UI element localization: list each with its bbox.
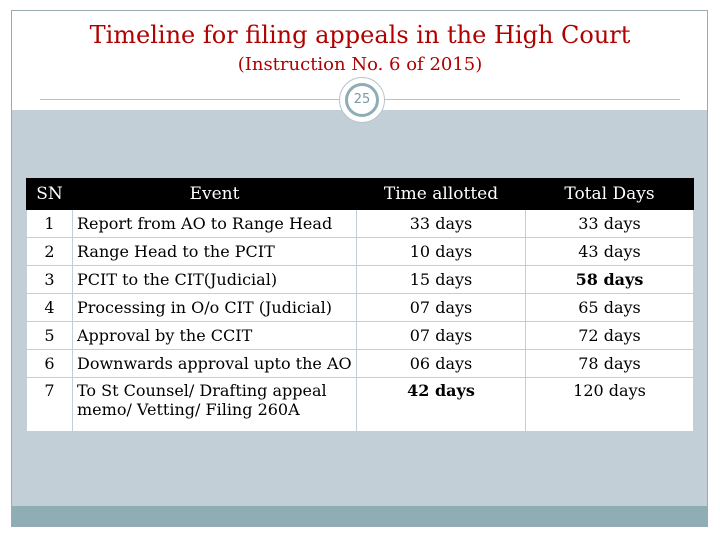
cell-event: Downwards approval upto the AO	[73, 350, 357, 378]
cell-event: Approval by the CCIT	[73, 322, 357, 350]
cell-time: 06 days	[357, 350, 526, 378]
header-time-allotted: Time allotted	[357, 179, 526, 210]
cell-sn: 2	[27, 238, 73, 266]
table-row	[27, 350, 694, 378]
cell-sn: 3	[27, 266, 73, 294]
cell-total: 120 days	[526, 378, 694, 432]
table-row	[27, 210, 694, 238]
bottom-bar	[12, 506, 707, 526]
header-total-days: Total Days	[526, 179, 694, 210]
cell-total: 78 days	[526, 350, 694, 378]
cell-sn: 1	[27, 210, 73, 238]
timeline-table	[26, 178, 694, 432]
cell-sn: 4	[27, 294, 73, 322]
cell-time: 42 days	[357, 378, 526, 432]
table-header-row	[27, 179, 694, 210]
slide-subtitle: (Instruction No. 6 of 2015)	[237, 54, 483, 75]
cell-total: 65 days	[526, 294, 694, 322]
cell-event: Report from AO to Range Head	[73, 210, 357, 238]
header-event: Event	[73, 179, 357, 210]
table-row	[27, 378, 694, 432]
cell-time: 15 days	[357, 266, 526, 294]
page-number: 25	[345, 83, 379, 117]
cell-event: Processing in O/o CIT (Judicial)	[73, 294, 357, 322]
slide-title: Timeline for filing appeals in the High Court	[89, 21, 631, 49]
cell-total: 33 days	[526, 210, 694, 238]
table-row	[27, 322, 694, 350]
cell-total: 43 days	[526, 238, 694, 266]
header-sn: SN	[27, 179, 73, 210]
cell-time: 07 days	[357, 294, 526, 322]
cell-time: 07 days	[357, 322, 526, 350]
cell-time: 10 days	[357, 238, 526, 266]
cell-sn: 6	[27, 350, 73, 378]
cell-sn: 5	[27, 322, 73, 350]
cell-event: PCIT to the CIT(Judicial)	[73, 266, 357, 294]
cell-event: Range Head to the PCIT	[73, 238, 357, 266]
table-row	[27, 238, 694, 266]
cell-event: To St Counsel/ Drafting appeal memo/ Vetting/ Filing 260A	[73, 378, 357, 432]
cell-total: 72 days	[526, 322, 694, 350]
cell-time: 33 days	[357, 210, 526, 238]
table-row	[27, 266, 694, 294]
table-row	[27, 294, 694, 322]
cell-sn: 7	[27, 378, 73, 432]
page-number-badge	[339, 77, 385, 123]
cell-total: 58 days	[526, 266, 694, 294]
